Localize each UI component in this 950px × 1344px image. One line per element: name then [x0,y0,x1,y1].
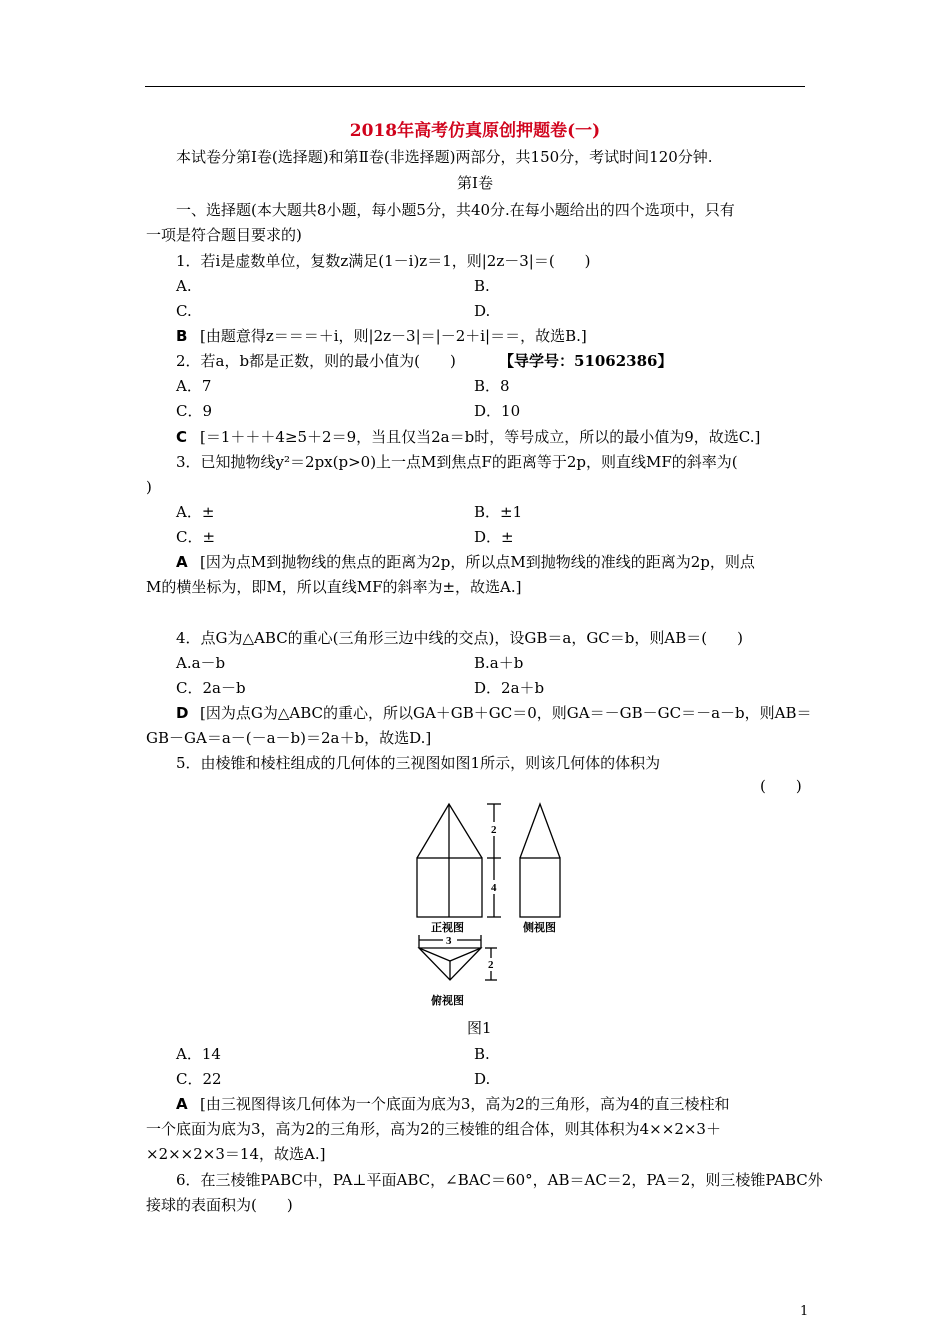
q5-option-d: D. [474,1070,491,1088]
q1-explanation: [由题意得z＝＝＝＋i，则|2z－3|＝|－2＋i|＝＝，故选B.] [200,327,587,345]
q5-answer: A [176,1095,188,1113]
q3-explanation-cont: M的横坐标为，即M，所以直线MF的斜率为±，故选A.] [146,578,522,596]
q5-option-a: A．14 [176,1045,221,1063]
q1-option-a: A. [176,277,192,295]
q2-stem: 2．若a，b都是正数，则的最小值为( ) [176,352,456,370]
q1-option-d: D. [474,302,491,320]
page-title: 2018年高考仿真原创押题卷(一) [349,121,601,141]
dim-label-2-upper: 2 [491,824,497,836]
q4-option-b: B.a＋b [474,654,524,672]
q2-explanation: [＝1＋＋＋4≥5＋2＝9，当且仅当2a＝b时，等号成立，所以的最小值为9，故选C.] [200,428,761,446]
q3-option-a: A．± [176,503,215,521]
q2-option-b: B．8 [474,377,510,395]
q2-option-d: D．10 [474,402,521,420]
q5-explanation-cont: 一个底面为底为3，高为2的三角形，高为2的三棱锥的组合体，则其体积为4××2×3＋ [146,1120,721,1138]
intro: 本试卷分第Ⅰ卷(选择题)和第Ⅱ卷(非选择题)两部分，共150分，考试时间120分钟. [176,148,713,166]
figure-caption: 图1 [467,1019,492,1037]
q3-answer: A [176,553,188,571]
q4-option-d: D．2a＋b [474,679,545,697]
q5-option-c: C．22 [176,1070,222,1088]
top-view-label: 俯视图 [431,995,464,1007]
q6-stem-cont: 接球的表面积为( ) [146,1196,293,1214]
side-view-label: 侧视图 [523,922,556,934]
q1-stem: 1．若i是虚数单位，复数z满足(1－i)z＝1，则|2z－3|＝( ) [176,252,591,270]
page-number: 1 [800,1304,809,1319]
q3-stem-cont: ) [146,478,152,496]
q4-option-c: C．2a－b [176,679,246,697]
q4-explanation-cont: GB－GA＝a－(－a－b)＝2a＋b，故选D.] [146,729,432,747]
q1-answer: B [176,327,188,345]
q3-explanation: [因为点M到抛物线的焦点的距离为2p，所以点M到抛物线的准线的距离为2p，则点 [200,553,755,571]
q4-stem: 4．点G为△ABC的重心(三角形三边中线的交点)，设GB＝a，GC＝b，则AB＝( ) [176,629,743,647]
q4-explanation: [因为点G为△ABC的重心，所以GA＋GB＋GC＝0，则GA＝－GB－GC＝－a－b，则AB＝ [200,704,812,722]
q5-explanation-cont2: ×2××2×3＝14，故选A.] [146,1145,326,1163]
q2-option-a: A．7 [176,377,212,395]
q5-stem: 5．由棱锥和棱柱组成的几何体的三视图如图1所示，则该几何体的体积为 [176,754,661,772]
q6-stem: 6．在三棱锥PABC中，PA⊥平面ABC，∠BAC＝60°，AB＝AC＝2，PA＝2，则三棱锥PABC外 [176,1171,823,1189]
q3-option-b: B．±1 [474,503,523,521]
dim-label-2-lower: 2 [488,959,494,971]
section-heading-cont: 一项是符合题目要求的) [146,226,302,244]
side-view-prism [520,858,560,917]
dim-label-3: 3 [446,935,452,947]
q5-option-b: B. [474,1045,490,1063]
section-heading: 一、选择题(本大题共8小题，每小题5分，共40分.在每小题给出的四个选项中，只有 [176,201,735,219]
q2-option-c: C．9 [176,402,213,420]
q5-paren: ( ) [760,777,802,795]
q5-explanation: [由三视图得该几何体为一个底面为底为3，高为2的三角形，高为4的直三棱柱和 [200,1095,730,1113]
three-view-figure [405,800,575,1010]
dim-label-4: 4 [491,882,497,894]
q4-answer: D [176,704,189,722]
header-rule [145,86,805,87]
q4-option-a: A.a－b [176,654,226,672]
q1-option-b: B. [474,277,490,295]
part-heading: 第Ⅰ卷 [457,174,493,192]
q2-tag: 【导学号：51062386】 [499,352,673,370]
q2-answer: C [176,428,188,446]
q3-option-d: D．± [474,528,514,546]
front-view-label: 正视图 [431,922,464,934]
q1-option-c: C. [176,302,192,320]
side-view-pyramid [520,804,560,858]
q3-stem: 3．已知抛物线y²＝2px(p>0)上一点M到焦点F的距离等于2p，则直线MF的斜率为( [176,453,738,471]
q3-option-c: C．± [176,528,216,546]
